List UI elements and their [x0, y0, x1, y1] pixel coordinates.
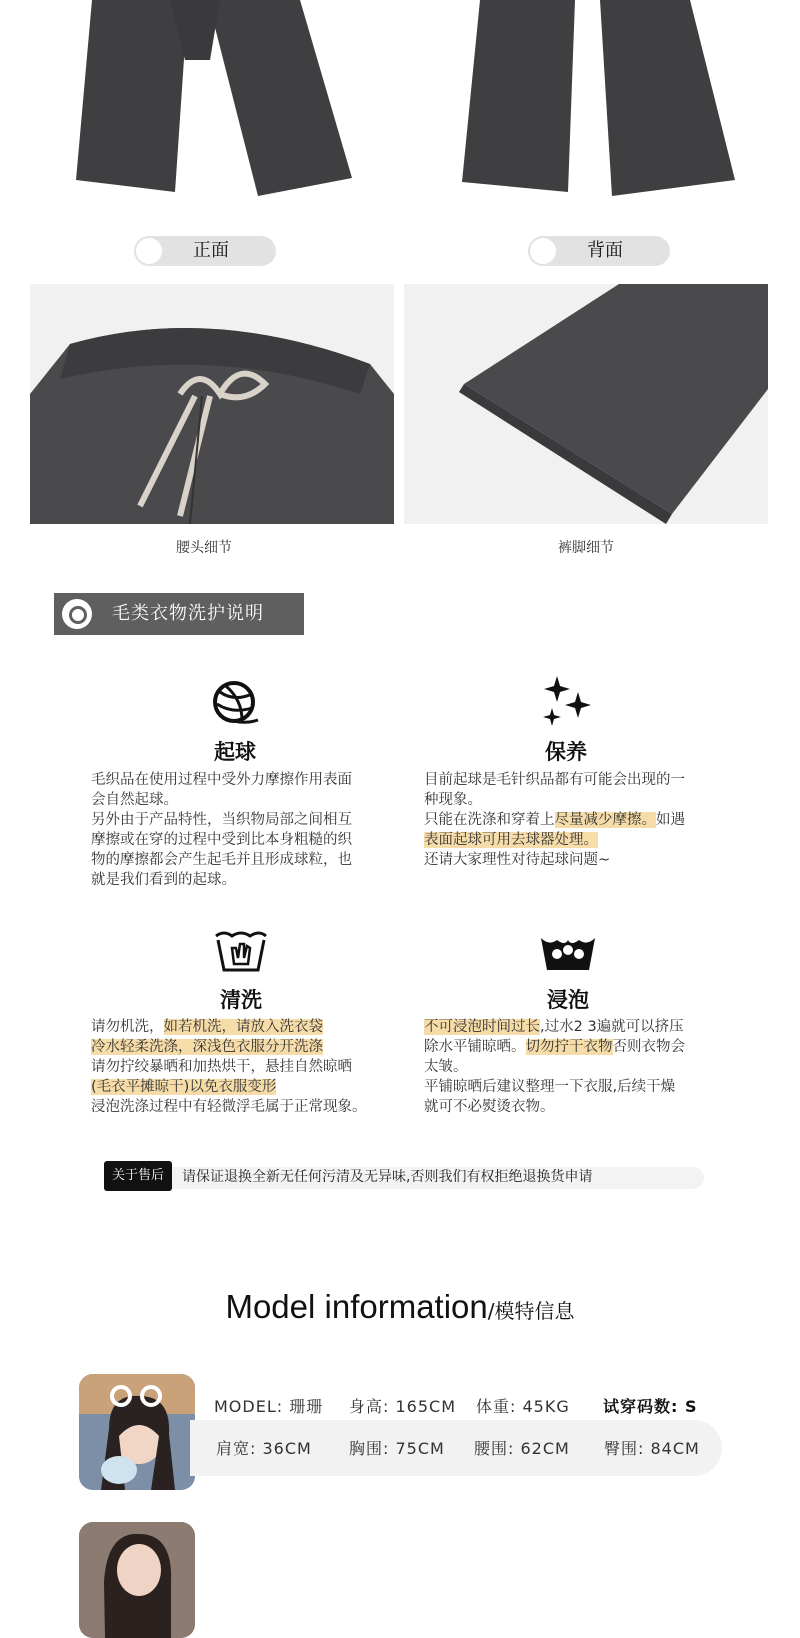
- second-model-avatar: [79, 1522, 195, 1638]
- pants-front-image: [60, 0, 360, 205]
- model-trial-size: 试穿码数: S: [603, 1397, 698, 1416]
- wool-care-icon: [62, 599, 92, 629]
- soaking-title: 浸泡: [547, 988, 589, 1012]
- hem-detail-image: [404, 284, 768, 524]
- maintenance-text: 目前起球是毛针织品都有可能会出现的一 种现象。 只能在洗涤和穿着上尽量减少摩擦。如遇 表面起球可用去球器处理。 还请大家理性对待起球问题~: [424, 772, 685, 868]
- pilling-text: 毛织品在使用过程中受外力摩擦作用表面 会自然起球。 另外由于产品特性，当织物局部之间相互 摩擦或在穿的过程中受到比本身粗糙的织 物的摩擦都会产生起毛并且形成球粒，也 就是我们看到的起球。: [91, 772, 352, 888]
- model-avatar: [79, 1374, 195, 1490]
- model-waist: 腰围: 62CM: [474, 1439, 570, 1458]
- back-view-label: 背面: [528, 236, 670, 266]
- model-hip: 臀围: 84CM: [604, 1439, 700, 1458]
- soak-basin-icon: [539, 932, 597, 972]
- care-instructions-header: 毛类衣物洗护说明: [54, 593, 304, 635]
- after-sale-badge: 关于售后: [104, 1161, 172, 1191]
- washing-title: 清洗: [220, 988, 262, 1012]
- model-weight: 体重: 45KG: [476, 1397, 570, 1416]
- hem-detail-caption: 裤脚细节: [558, 540, 614, 556]
- pilling-title: 起球: [214, 740, 256, 764]
- model-chest: 胸围: 75CM: [349, 1439, 445, 1458]
- waist-detail-caption: 腰头细节: [176, 540, 232, 556]
- waist-detail-image: [30, 284, 394, 524]
- soaking-text: 不可浸泡时间过长,过水2 3遍就可以挤压 除水平铺晾晒。切勿拧干衣物否则衣物会 太皱。 平铺晾晒后建议整理一下衣服,后续干燥 就可不必熨烫衣物。: [424, 1019, 685, 1115]
- hand-wash-icon: [214, 928, 268, 974]
- model-info-title: Model information/模特信息: [225, 1288, 575, 1325]
- model-shoulder: 肩宽: 36CM: [216, 1439, 312, 1458]
- pants-back-image: [450, 0, 750, 205]
- model-name: MODEL: 珊珊: [214, 1397, 324, 1416]
- after-sale-text: 请保证退换全新无任何污清及无异味,否则我们有权拒绝退换货申请: [182, 1169, 593, 1185]
- maintenance-title: 保养: [545, 740, 587, 764]
- sparkle-icon: [540, 674, 594, 728]
- washing-text: 请勿机洗，如若机洗，请放入洗衣袋 冷水轻柔洗涤，深浅色衣服分开洗涤 请勿拧绞暴晒和加热烘干，悬挂自然晾晒 (毛衣平摊晾干)以免衣服变形 浸泡洗涤过程中有轻微浮毛属于正常现象。: [91, 1019, 367, 1115]
- front-view-label: 正面: [134, 236, 276, 266]
- model-height: 身高: 165CM: [349, 1397, 456, 1416]
- yarn-ball-icon: [212, 680, 260, 726]
